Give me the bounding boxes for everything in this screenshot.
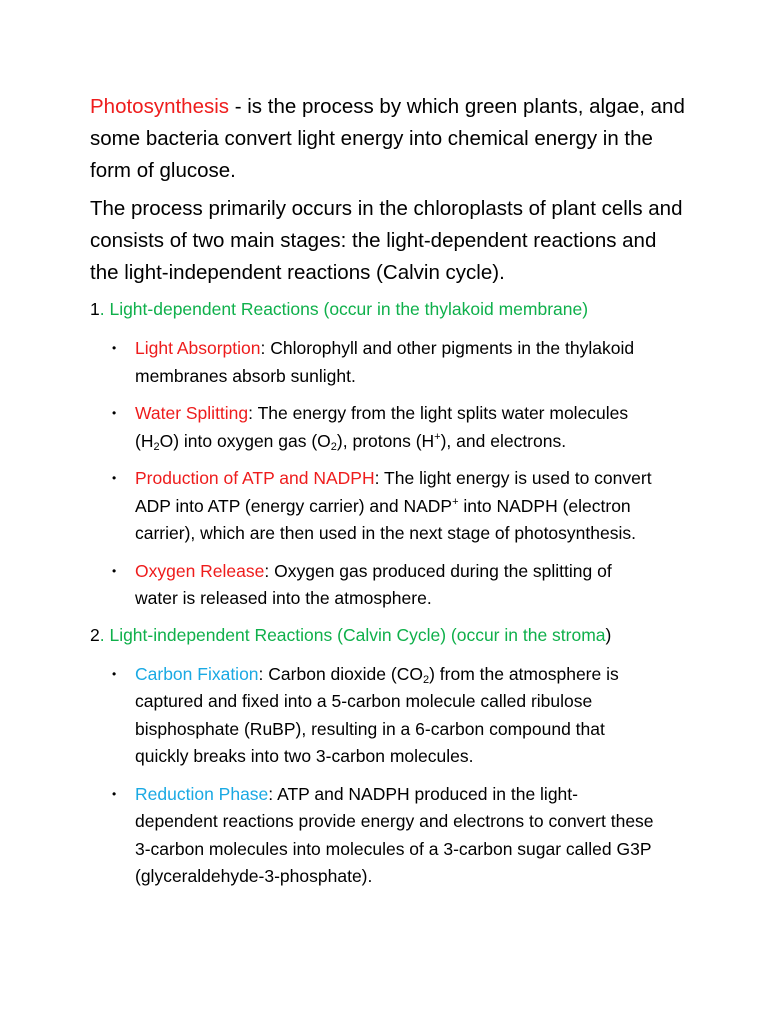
section-heading-light-independent: [90, 623, 690, 647]
term-water-splitting: Water Splitting: [135, 403, 249, 423]
bullet-icon: •: [112, 563, 117, 578]
subscript: 2: [330, 440, 337, 453]
term-reduction-phase: Reduction Phase: [135, 783, 269, 804]
item-text: Chlorophyll and other pigments in the thylakoid membranes absorb sunlight.: [135, 338, 635, 386]
item-text: ), protons (H: [336, 430, 435, 451]
term-oxygen-release: Oxygen Release: [135, 560, 265, 581]
bullet-icon: •: [112, 471, 117, 485]
superscript: +: [434, 430, 441, 443]
section-number: 2: [90, 624, 100, 645]
section-title-closing: ): [605, 624, 612, 645]
list-item-oxygen-release: [90, 558, 655, 613]
subscript: 2: [153, 440, 160, 453]
bullet-icon: •: [112, 341, 117, 355]
document-page: [90, 91, 690, 901]
term-colon: :: [374, 468, 380, 488]
item-text: ) from the atmosphere is captured and fixed into a 5-carbon molecule called ribulose bisphosphate (RuBP), resulting in a 6-carbon compound that quickly breaks into two 3-carbon molecules.: [135, 663, 619, 766]
list-item-water-splitting: [90, 400, 655, 455]
intro-definition-paragraph: [90, 91, 690, 187]
term-carbon-fixation: Carbon Fixation: [135, 663, 259, 684]
term-colon: :: [248, 403, 254, 423]
light-independent-list: [90, 661, 690, 891]
item-text: Oxygen gas produced during the splitting of water is released into the atmosphere.: [135, 560, 612, 608]
term-light-absorption: Light Absorption: [135, 338, 261, 358]
subscript: 2: [422, 673, 430, 686]
section-title: . Light-independent Reactions (Calvin Cycle) (occur in the stroma: [99, 624, 606, 645]
item-text: The light energy is used to convert ADP into ATP (energy carrier) and NADP: [135, 468, 652, 516]
light-dependent-list: [90, 335, 690, 613]
bullet-icon: •: [112, 666, 117, 681]
intro-process-paragraph: The process primarily occurs in the chloroplasts of plant cells and consists of two main stages: the light-dependent reactions and the light-independent reactions (Calvin cycle).: [90, 197, 683, 284]
definition-text: - is the process by which green plants, algae, and some bacteria convert light energy into chemical energy in the form of glucose.: [90, 95, 685, 182]
term-colon: :: [268, 783, 274, 804]
item-text: ATP and NADPH produced in the light-dependent reactions provide energy and electrons to convert these 3-carbon molecules into molecules of a 3-carbon sugar called G3P (glyceraldehyde-3-phosphate).: [135, 783, 654, 886]
section-number: 1: [90, 299, 100, 319]
item-text: The energy from the light splits water molecules (H: [135, 403, 629, 451]
item-text: into NADPH (electron carrier), which are then used in the next stage of photosynthesis.: [135, 495, 636, 543]
bullet-icon: •: [112, 786, 117, 801]
item-text: O) into oxygen gas (O: [159, 430, 331, 451]
bullet-icon: •: [112, 406, 117, 420]
term-production-atp-nadph: Production of ATP and NADPH: [135, 468, 375, 488]
term-colon: :: [258, 663, 264, 684]
list-item-reduction-phase: [90, 781, 655, 891]
term-colon: :: [264, 560, 270, 581]
term-colon: :: [260, 338, 266, 358]
list-item-atp-nadph: [90, 465, 655, 548]
item-text: Carbon dioxide (CO: [263, 663, 423, 684]
section-title: . Light-dependent Reactions (occur in the thylakoid membrane): [99, 299, 589, 319]
section-heading-light-dependent: [90, 297, 690, 321]
superscript: +: [452, 495, 459, 508]
list-item-light-absorption: [90, 335, 655, 390]
list-item-carbon-fixation: [90, 661, 655, 771]
item-text: ), and electrons.: [440, 430, 567, 451]
term-photosynthesis: Photosynthesis: [90, 95, 230, 118]
